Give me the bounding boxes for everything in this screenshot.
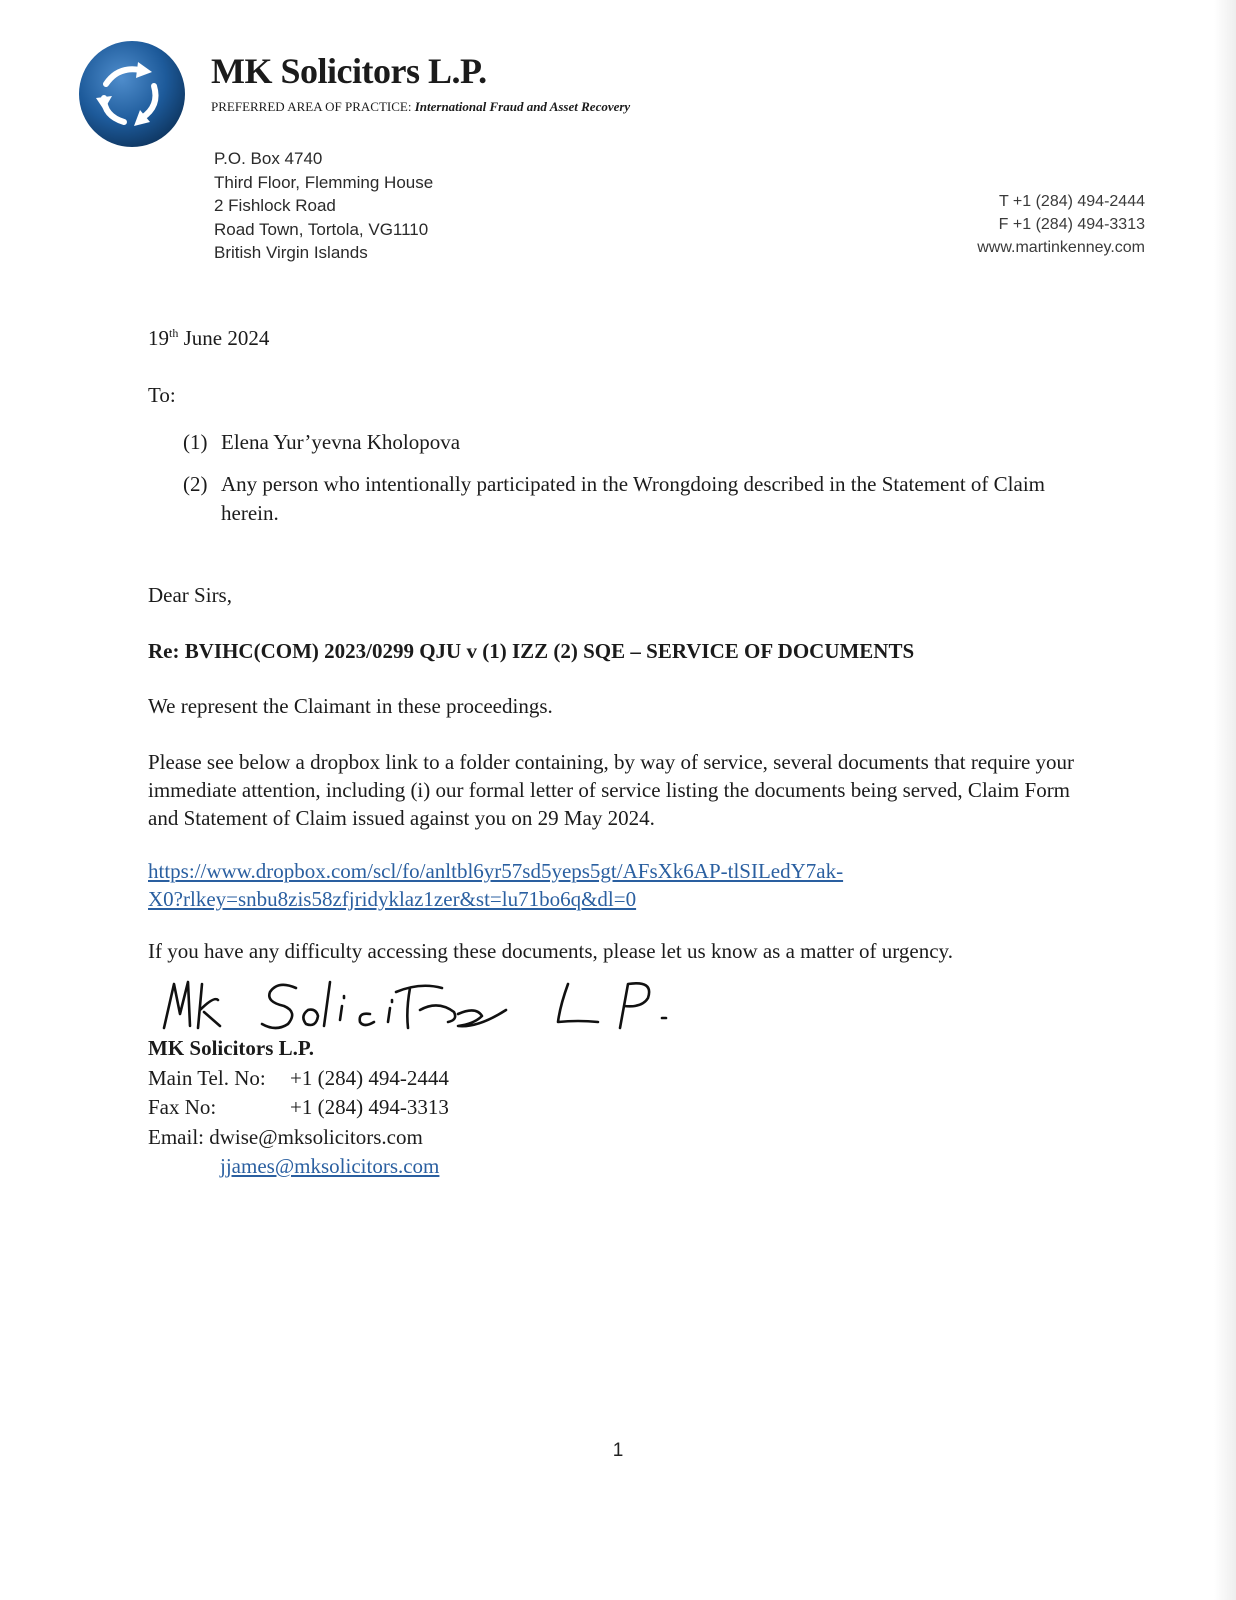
email-label: Email: xyxy=(148,1124,204,1149)
link-line[interactable]: https://www.dropbox.com/scl/fo/anltbl6yr57sd5yeps5gt/AFsXk6AP-tlSILedY7ak- xyxy=(148,859,844,883)
address-line: Road Town, Tortola, VG1110 xyxy=(214,219,429,239)
recipient-number: (1) xyxy=(183,430,208,454)
fax-row xyxy=(148,1093,449,1123)
fax-label: Fax No: xyxy=(148,1095,217,1119)
fax-value: +1 (284) 494-3313 xyxy=(290,1095,449,1119)
practice-area: International Fraud and Asset Recovery xyxy=(414,99,631,114)
signatory-firm: MK Solicitors L.P. xyxy=(148,1036,315,1060)
scan-edge-shadow xyxy=(1214,0,1236,1600)
main-tel-label: Main Tel. No: xyxy=(148,1065,266,1090)
practice-area-line xyxy=(211,99,630,115)
date-day: 19 xyxy=(148,326,169,350)
salutation: Dear Sirs, xyxy=(148,583,232,607)
recipient-item xyxy=(183,428,460,457)
address-line: British Virgin Islands xyxy=(214,243,368,262)
email-row xyxy=(148,1123,449,1153)
letter-date xyxy=(148,326,269,351)
recipient-text: Any person who intentionally participated in the Wrongdoing described in the Statement of Claim herein. xyxy=(221,472,1046,525)
address-line: Third Floor, Flemming House xyxy=(214,172,434,192)
paragraph: If you have any difficulty accessing these documents, please let us know as a matter of urgency. xyxy=(148,939,953,963)
date-rest: June 2024 xyxy=(178,326,270,350)
paragraph: We represent the Claimant in these proceedings. xyxy=(148,694,553,718)
date-suffix: th xyxy=(169,326,179,340)
firm-fax: F +1 (284) 494-3313 xyxy=(998,216,1145,233)
firm-contact xyxy=(977,190,1145,259)
link-line[interactable]: X0?rlkey=snbu8zis58zfjridyklaz1zer&st=lu71bo6q&dl=0 xyxy=(148,887,637,911)
recipient-number: (2) xyxy=(183,472,208,496)
page-number: 1 xyxy=(612,1440,624,1461)
practice-label: PREFERRED AREA OF PRACTICE: xyxy=(211,99,412,114)
dropbox-link[interactable] xyxy=(148,857,968,913)
to-label: To: xyxy=(148,383,176,407)
recipient-item xyxy=(183,470,1083,528)
firm-website[interactable]: www.martinkenney.com xyxy=(977,239,1145,256)
subject-line: Re: BVIHC(COM) 2023/0299 QJU v (1) IZZ (2) SQE – SERVICE OF DOCUMENTS xyxy=(148,639,915,663)
main-tel-value: +1 (284) 494-2444 xyxy=(290,1065,449,1090)
email-secondary-row xyxy=(148,1152,449,1182)
signature-block xyxy=(148,1034,449,1182)
email-secondary-link[interactable]: jjames@mksolicitors.com xyxy=(220,1154,440,1178)
recipient-text: Elena Yur’yevna Kholopova xyxy=(221,430,461,454)
firm-address xyxy=(214,147,433,265)
paragraph: Please see below a dropbox link to a folder containing, by way of service, several documents that require your immediate attention, including (i) our formal letter of service listing the documents being served, Claim Form and Statement of Claim issued against you on 29 May 2024. xyxy=(148,750,1075,830)
circular-arrows-logo-icon xyxy=(78,40,186,148)
email-primary[interactable]: dwise@mksolicitors.com xyxy=(209,1124,423,1149)
firm-name-heading: MK Solicitors L.P. xyxy=(211,51,487,91)
address-line: P.O. Box 4740 xyxy=(214,149,323,168)
address-line: 2 Fishlock Road xyxy=(214,196,336,215)
handwritten-signature xyxy=(158,970,678,1040)
main-tel-row xyxy=(148,1064,449,1094)
firm-phone: T +1 (284) 494-2444 xyxy=(998,193,1145,210)
